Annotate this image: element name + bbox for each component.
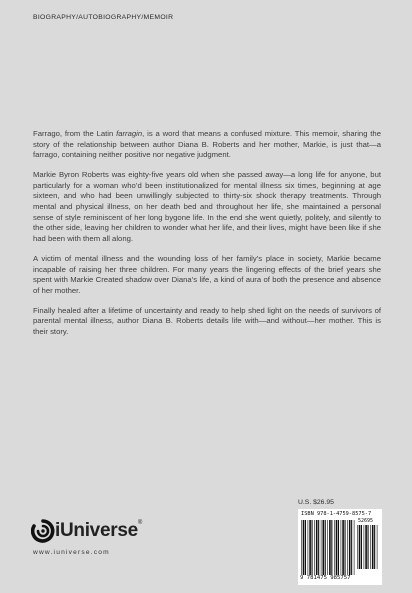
barcode-box [298,509,382,585]
latin-term: farragin [116,129,143,138]
isbn-text: ISBN 978-1-4759-8575-7 [301,511,372,517]
description-paragraph-4: Finally healed after a lifetime of uncertainty and ready to help shed light on the needs of survivors of parental mental illness, author Diana B. Roberts details life with—and without—her mother. This is their story. [33,305,381,336]
description-paragraph-1: Farrago, from the Latin farragin, is a word that means a confused mixture. This memoir, sharing the story of the relationship between author Diana B. Roberts and her mother, Markie, is just that—a farrago, containing neither positive nor negative judgment. [33,129,381,160]
addon-code: 52695 [358,518,374,524]
publisher-url: www.iuniverse.com [33,549,110,556]
back-cover-description [33,129,381,347]
ean-digits: 9 781475 985757 [300,575,351,581]
category-label: BIOGRAPHY/AUTOBIOGRAPHY/MEMOIR [33,14,174,21]
description-paragraph-2: Markie Byron Roberts was eighty-five years old when she passed away—a long life for anyone, but particularly for a woman who’d been institutionalized for mental illness six times, beginning at age sixteen, and who had been unwillingly subjected to thirty-six shock therapy treatments. Through mental and physical illness, on her death bed and throughout her life, she maintained a personal sense of style reminiscent of her long bygone life. In the end she went quietly, politely, and silently to the other side, leaving her children to wonder what her life, and their lives, might have been like if she had been with them all along. [33,170,381,243]
ean-barcode [301,520,355,575]
publisher-name: iUniverse® [55,520,142,541]
publisher-logo [31,519,151,563]
price-addon-barcode [357,525,379,569]
barcode-area [298,499,382,585]
price-label: U.S. $26.95 [298,499,334,506]
iuniverse-swirl-icon [31,519,55,543]
description-paragraph-3: A victim of mental illness and the wounding loss of her family’s place in society, Markie became incapable of raising her three children. For many years the lingering effects of the brief years she spent with Markie Created shadow over Diana’s life, a kind of aura of both the presence and absence of her mother. [33,253,381,295]
